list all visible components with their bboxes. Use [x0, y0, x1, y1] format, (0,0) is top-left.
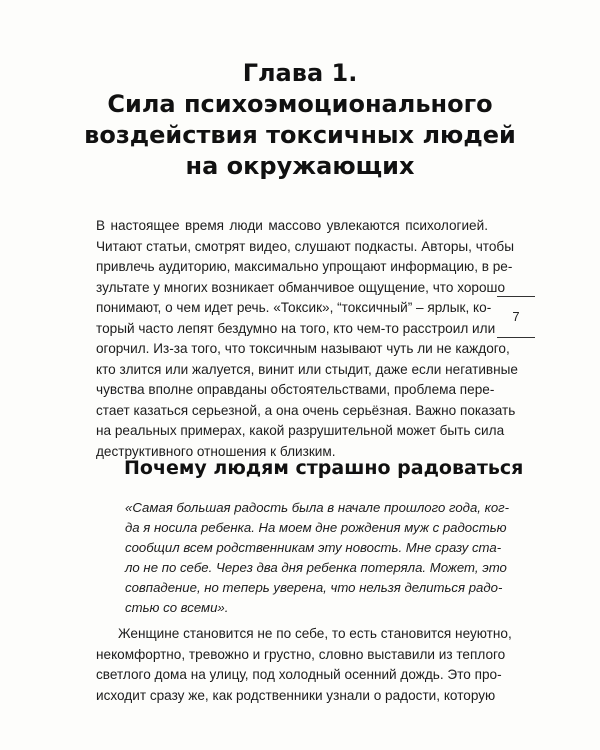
- quote-line: «Самая большая радость была в начале прошлого года, ког-: [125, 500, 510, 515]
- quote-line: да я носила ребенка. На моем дне рождения муж с радостью: [125, 520, 507, 535]
- body-paragraph: [96, 624, 512, 706]
- quote-block: [125, 498, 510, 618]
- chapter-title-line: Глава 1.: [242, 59, 358, 87]
- text-line: торый часто лепят бездумно на того, кто чем-то расстроил или: [96, 320, 496, 336]
- text-line: на реальных примерах, какой разрушительной может быть сила: [96, 423, 505, 438]
- text-line: исходит сразу же, как родственники узнали о радости, которую: [96, 687, 496, 703]
- section-heading: Почему людям страшно радоваться: [124, 457, 524, 479]
- quote-line: совпадение, но теперь уверена, что нельзя делиться радо-: [125, 580, 503, 595]
- page-number: 7: [512, 309, 520, 324]
- page-marker-bottom-rule: [497, 337, 535, 338]
- text-line: некомфортно, тревожно и грустно, словно выставили из теплого: [96, 646, 506, 662]
- text-line: привлечь аудиторию, максимально упрощают информацию, в ре-: [96, 259, 513, 274]
- intro-paragraph: [96, 216, 518, 462]
- text-line: светлого дома на улицу, под холодный осенний дождь. Это про-: [96, 667, 502, 683]
- chapter-title-line: на окружающих: [185, 152, 415, 180]
- text-line: чувства вполне оправданы обстоятельствами, проблема пере-: [96, 382, 495, 397]
- chapter-title-line: Сила психоэмоционального: [107, 90, 493, 118]
- text-line: зультате у многих возникает обманчивое ощущение, что хорошо: [96, 279, 505, 295]
- text-line: кто злится или жалуется, винит или стыдит, даже если негативные: [96, 361, 518, 377]
- text-line: В настоящее время люди массово увлекаются психологией.: [96, 218, 488, 233]
- text-line: понимают, о чем идет речь. «Токсик», “токсичный” – ярлык, ко-: [96, 300, 492, 315]
- text-line: огорчил. Из-за того, что токсичным называют чуть ли не каждого,: [96, 341, 510, 356]
- text-line: деструктивного отношения к близким.: [96, 443, 336, 459]
- text-line: стает казаться серьезной, а она очень серьёзная. Важно показать: [96, 402, 516, 418]
- text-line: Читают статьи, смотрят видео, слушают подкасты. Авторы, чтобы: [96, 238, 514, 254]
- quote-line: стью со всеми».: [125, 600, 229, 615]
- text-line: Женщине становится не по себе, то есть становится неуютно,: [118, 626, 512, 641]
- page-number-marker: [497, 296, 535, 338]
- quote-line: сообщил всем родственникам эту новость. Мне сразу ста-: [125, 540, 502, 555]
- chapter-title: [0, 58, 600, 182]
- quote-line: ло не по себе. Через два дня ребенка потеряла. Может, это: [125, 560, 507, 575]
- chapter-title-line: воздействия токсичных людей: [84, 121, 516, 149]
